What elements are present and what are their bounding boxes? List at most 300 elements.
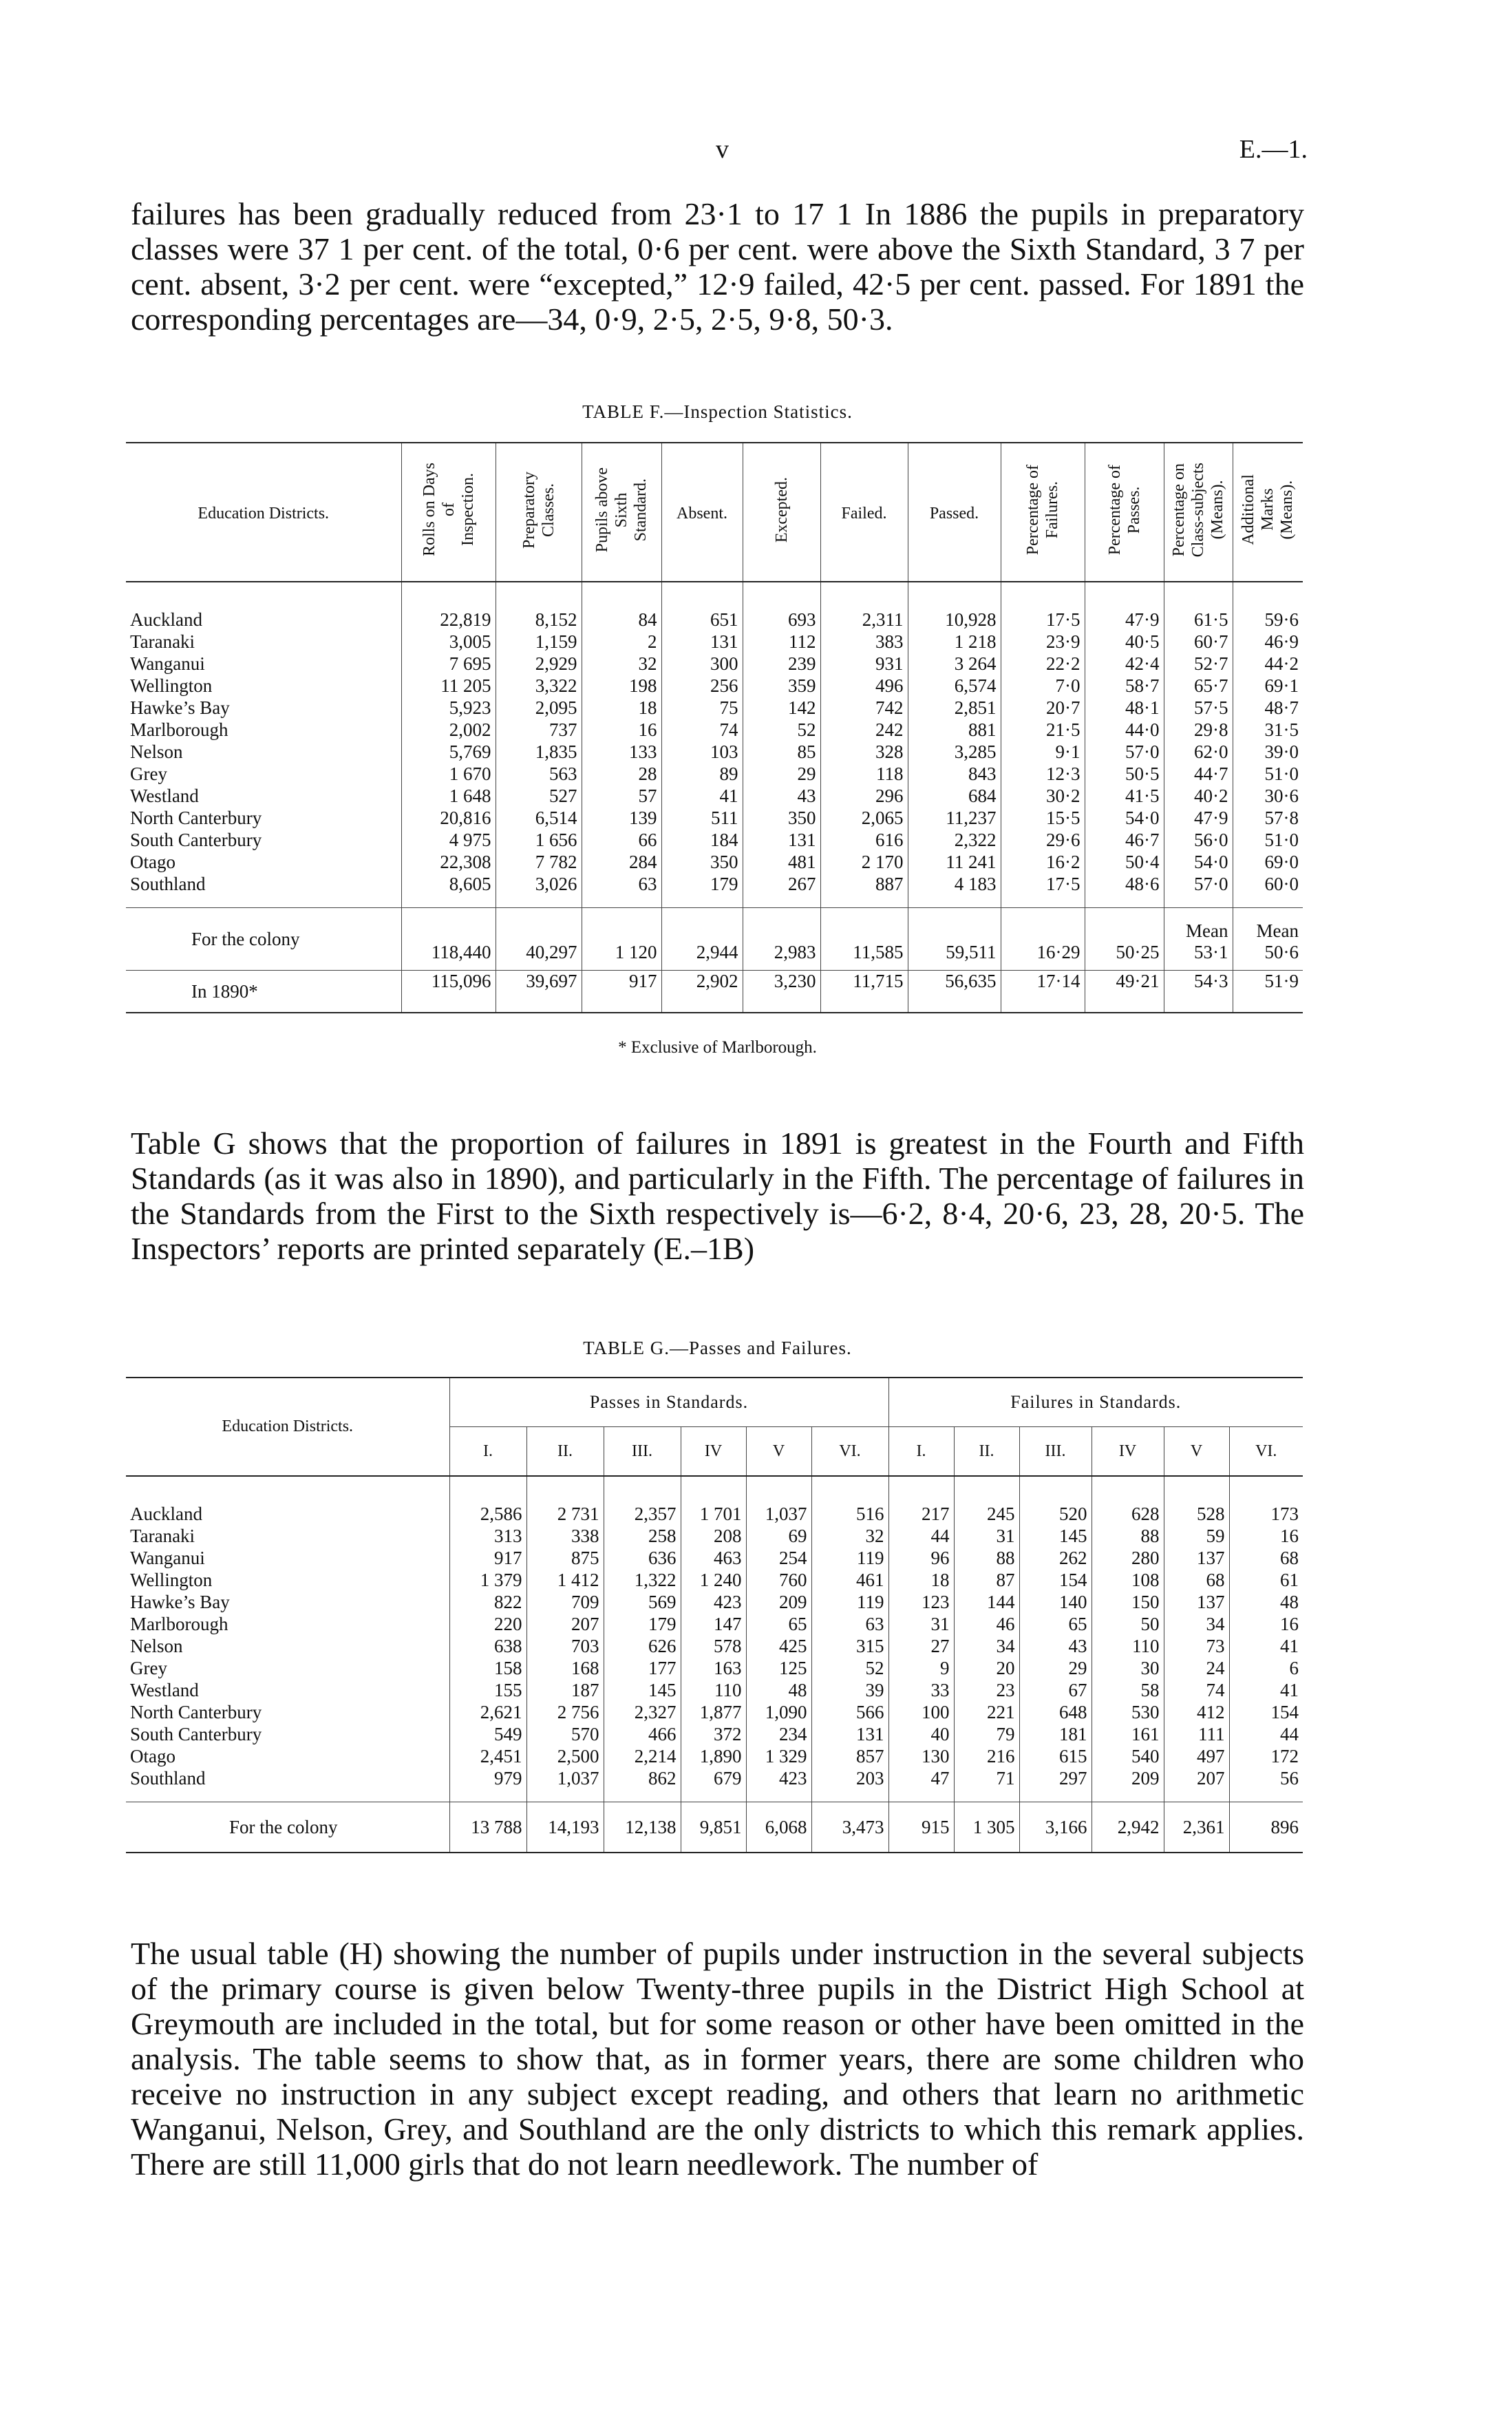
table-cell: 12·3 xyxy=(1046,763,1080,784)
year-1890-value: 2,902 xyxy=(661,971,743,1013)
table-cell: 21·5 xyxy=(1046,719,1080,740)
column-header-preparatory: Preparatory Classes. xyxy=(496,443,582,582)
table-f-column-above-sixth xyxy=(582,582,661,908)
table-cell: 2,065 xyxy=(861,808,904,828)
table-cell: 239 xyxy=(788,653,816,674)
table-cell: 8,605 xyxy=(449,874,491,894)
table-cell: 71 xyxy=(996,1768,1015,1789)
table-cell: 709 xyxy=(571,1592,599,1612)
table-cell: 46·7 xyxy=(1125,830,1160,850)
colony-value: 896 xyxy=(1229,1802,1303,1853)
table-cell: 3,005 xyxy=(449,631,491,652)
table-cell: 59·6 xyxy=(1264,609,1299,630)
table-cell: 566 xyxy=(856,1702,884,1722)
column-header-passes-standard-2: II. xyxy=(526,1427,604,1477)
table-cell: 2 756 xyxy=(557,1702,599,1722)
colony-value: 40,297 xyxy=(496,908,582,971)
table-cell: 140 xyxy=(1059,1592,1087,1612)
table-cell: 58·7 xyxy=(1125,675,1160,696)
table-f-inspection-statistics xyxy=(126,442,1303,1013)
colony-value: 13 788 xyxy=(449,1802,526,1853)
year-1890-value: 51·9 xyxy=(1233,971,1303,1013)
table-cell: 84 xyxy=(638,609,657,630)
table-cell: 496 xyxy=(875,675,904,696)
district-name: Wanganui xyxy=(130,1548,205,1568)
table-cell: 881 xyxy=(968,719,997,740)
table-cell: 528 xyxy=(1197,1504,1225,1524)
table-g-column-passes-5 xyxy=(746,1476,811,1802)
table-f-column-passed xyxy=(908,582,1001,908)
table-cell: 56·0 xyxy=(1194,830,1228,850)
district-name: Nelson xyxy=(130,741,183,762)
table-cell: 74 xyxy=(1206,1680,1225,1700)
table-cell: 163 xyxy=(714,1658,742,1678)
table-cell: 9 xyxy=(940,1658,950,1678)
table-cell: 172 xyxy=(1270,1746,1299,1767)
table-cell: 33 xyxy=(930,1680,950,1700)
column-header-excepted: Excepted. xyxy=(743,443,820,582)
table-cell: 58 xyxy=(1140,1680,1160,1700)
table-cell: 2,327 xyxy=(634,1702,677,1722)
page-number: v xyxy=(716,135,729,164)
column-header-pct-class-subjects: Percentage on Class-subjects (Means). xyxy=(1164,443,1233,582)
column-header-additional-marks: Additional Marks (Means). xyxy=(1233,443,1303,582)
colony-value: 6,068 xyxy=(746,1802,811,1853)
column-header-absent: Absent. xyxy=(661,443,743,582)
table-cell: 7·0 xyxy=(1055,675,1080,696)
table-cell: 57·5 xyxy=(1194,697,1228,718)
table-cell: 158 xyxy=(494,1658,522,1678)
table-cell: 1,037 xyxy=(557,1768,599,1789)
column-header-pct-passes: Percentage of Passes. xyxy=(1085,443,1164,582)
table-cell: 284 xyxy=(629,852,657,872)
district-name: North Canterbury xyxy=(130,808,262,828)
table-g-colony-row xyxy=(126,1802,1303,1853)
table-g-passes-and-failures xyxy=(126,1377,1303,1853)
table-f-district-list xyxy=(126,582,401,908)
table-f-column-additional-marks xyxy=(1233,582,1303,908)
table-cell: 328 xyxy=(875,741,904,762)
table-g-column-failures-2 xyxy=(954,1476,1019,1802)
table-cell: 256 xyxy=(710,675,738,696)
table-cell: 184 xyxy=(710,830,738,850)
district-name: Wellington xyxy=(130,1570,213,1590)
table-cell: 181 xyxy=(1059,1724,1087,1744)
table-cell: 6,514 xyxy=(535,808,577,828)
table-cell: 30 xyxy=(1140,1658,1160,1678)
table-cell: 359 xyxy=(788,675,816,696)
table-cell: 563 xyxy=(549,763,577,784)
column-header-passes-standard-4: IV xyxy=(681,1427,746,1477)
table-cell: 220 xyxy=(494,1614,522,1634)
table-cell: 48·6 xyxy=(1125,874,1160,894)
table-cell: 63 xyxy=(638,874,657,894)
table-cell: 74 xyxy=(719,719,738,740)
table-cell: 57·8 xyxy=(1264,808,1299,828)
table-cell: 1,835 xyxy=(535,741,577,762)
table-cell: 61·5 xyxy=(1194,609,1228,630)
table-cell: 22,819 xyxy=(440,609,491,630)
table-cell: 242 xyxy=(875,719,904,740)
table-cell: 79 xyxy=(996,1724,1015,1744)
table-g-column-failures-1 xyxy=(888,1476,954,1802)
table-cell: 179 xyxy=(710,874,738,894)
table-cell: 887 xyxy=(875,874,904,894)
table-cell: 412 xyxy=(1197,1702,1225,1722)
table-cell: 221 xyxy=(987,1702,1015,1722)
table-cell: 22·2 xyxy=(1046,653,1080,674)
table-cell: 44 xyxy=(1280,1724,1299,1744)
table-f-column-preparatory xyxy=(496,582,582,908)
column-header-failures-standard-1: I. xyxy=(888,1427,954,1477)
table-cell: 41 xyxy=(719,785,738,806)
table-f-column-pct-passes xyxy=(1085,582,1164,908)
table-cell: 50 xyxy=(1140,1614,1160,1634)
district-name: Otago xyxy=(130,852,175,872)
colony-value: 1 120 xyxy=(582,908,661,971)
table-cell: 46·9 xyxy=(1264,631,1299,652)
table-cell: 65 xyxy=(1068,1614,1087,1634)
table-cell: 18 xyxy=(930,1570,950,1590)
table-cell: 34 xyxy=(1206,1614,1225,1634)
year-1890-value: 115,096 xyxy=(401,971,496,1013)
table-cell: 73 xyxy=(1206,1636,1225,1656)
table-cell: 875 xyxy=(571,1548,599,1568)
table-cell: 29 xyxy=(1068,1658,1087,1678)
table-cell: 570 xyxy=(571,1724,599,1744)
district-name: South Canterbury xyxy=(130,1724,262,1744)
table-cell: 15·5 xyxy=(1046,808,1080,828)
table-cell: 481 xyxy=(788,852,816,872)
table-cell: 207 xyxy=(571,1614,599,1634)
table-cell: 43 xyxy=(1068,1636,1087,1656)
table-cell: 52 xyxy=(865,1658,884,1678)
table-cell: 822 xyxy=(494,1592,522,1612)
table-cell: 40·2 xyxy=(1194,785,1228,806)
table-cell: 179 xyxy=(648,1614,677,1634)
table-cell: 497 xyxy=(1197,1746,1225,1767)
colony-value: 2,942 xyxy=(1092,1802,1164,1853)
table-cell: 17·5 xyxy=(1046,609,1080,630)
table-cell: 693 xyxy=(788,609,816,630)
table-cell: 23·9 xyxy=(1046,631,1080,652)
table-g-caption: TABLE G.—Passes and Failures. xyxy=(583,1338,852,1358)
district-name: Grey xyxy=(130,763,167,784)
paragraph-3: The usual table (H) showing the number of pupils under instruction in the several subjects of the primary course is given below Twenty-three pupils in the District High School at Greymouth are included in the total, but for some reason or other have been omitted in the analysis. The table seems to show that, as in former years, there are some children who receive no instruction in any subject except reading, and others that learn no arithmetic Wanganui, Nelson, Grey, and Southland are the only districts to which this remark applies. There are still 11,000 girls that do not learn needlework. The number of xyxy=(131,1936,1304,2182)
column-header-education-districts: Education Districts. xyxy=(126,443,401,582)
table-cell: 24 xyxy=(1206,1658,1225,1678)
table-cell: 173 xyxy=(1270,1504,1299,1524)
table-cell: 50·4 xyxy=(1125,852,1160,872)
table-cell: 684 xyxy=(968,785,997,806)
table-cell: 47 xyxy=(930,1768,950,1789)
table-cell: 2,311 xyxy=(862,609,904,630)
table-cell: 23 xyxy=(996,1680,1015,1700)
table-cell: 32 xyxy=(865,1526,884,1546)
colony-value: 1 305 xyxy=(954,1802,1019,1853)
colony-label: For the colony xyxy=(126,1802,449,1853)
table-cell: 2,322 xyxy=(954,830,997,850)
table-cell: 66 xyxy=(638,830,657,850)
table-cell: 42·4 xyxy=(1125,653,1160,674)
table-cell: 11 205 xyxy=(440,675,491,696)
table-cell: 2,002 xyxy=(449,719,491,740)
table-cell: 2 731 xyxy=(557,1504,599,1524)
year-1890-value: 11,715 xyxy=(820,971,908,1013)
table-cell: 69·1 xyxy=(1264,675,1299,696)
table-cell: 1,322 xyxy=(634,1570,677,1590)
colony-value: 2,983 xyxy=(743,908,820,971)
table-cell: 44 xyxy=(930,1526,950,1546)
table-cell: 616 xyxy=(875,830,904,850)
table-cell: 20·7 xyxy=(1046,697,1080,718)
table-cell: 48·7 xyxy=(1264,697,1299,718)
table-cell: 88 xyxy=(1140,1526,1160,1546)
table-g-column-passes-3 xyxy=(604,1476,681,1802)
table-cell: 51·0 xyxy=(1264,763,1299,784)
table-cell: 540 xyxy=(1131,1746,1160,1767)
table-cell: 372 xyxy=(714,1724,742,1744)
colony-value: 50·6 xyxy=(1264,942,1299,962)
colony-value: 59,511 xyxy=(908,908,1001,971)
table-g-column-passes-2 xyxy=(526,1476,604,1802)
table-cell: 118 xyxy=(876,763,904,784)
table-cell: 1 218 xyxy=(954,631,997,652)
table-cell: 56 xyxy=(1280,1768,1299,1789)
table-cell: 28 xyxy=(638,763,657,784)
table-cell: 41·5 xyxy=(1125,785,1160,806)
column-header-failures-standard-4: IV xyxy=(1092,1427,1164,1477)
table-cell: 7 782 xyxy=(535,852,577,872)
table-cell: 41 xyxy=(1280,1680,1299,1700)
column-header-above-sixth: Pupils above Sixth Standard. xyxy=(582,443,661,582)
colony-value: 50·25 xyxy=(1085,908,1164,971)
table-cell: 145 xyxy=(648,1680,677,1700)
district-name: Auckland xyxy=(130,609,202,630)
table-cell: 7 695 xyxy=(449,653,491,674)
district-name: Hawke’s Bay xyxy=(130,697,230,718)
colony-value: 118,440 xyxy=(401,908,496,971)
table-cell: 54·0 xyxy=(1194,852,1228,872)
table-cell: 61 xyxy=(1280,1570,1299,1590)
table-cell: 857 xyxy=(856,1746,884,1767)
table-cell: 41 xyxy=(1280,1636,1299,1656)
table-cell: 29·8 xyxy=(1194,719,1228,740)
district-name: Southland xyxy=(130,874,206,894)
table-cell: 760 xyxy=(779,1570,807,1590)
table-cell: 57·0 xyxy=(1125,741,1160,762)
table-g-column-passes-6 xyxy=(811,1476,888,1802)
table-f-colony-row xyxy=(126,908,1303,971)
district-name: Taranaki xyxy=(130,631,195,652)
table-cell: 112 xyxy=(789,631,816,652)
column-header-failures-standard-5: V xyxy=(1164,1427,1229,1477)
column-header-failed: Failed. xyxy=(820,443,908,582)
table-cell: 154 xyxy=(1059,1570,1087,1590)
page-header xyxy=(131,134,1308,169)
table-cell: 262 xyxy=(1059,1548,1087,1568)
district-name: Grey xyxy=(130,1658,167,1678)
table-cell: 648 xyxy=(1059,1702,1087,1722)
table-cell: 16·2 xyxy=(1046,852,1080,872)
table-cell: 569 xyxy=(648,1592,677,1612)
table-cell: 549 xyxy=(494,1724,522,1744)
table-cell: 350 xyxy=(710,852,738,872)
colony-value: 11,585 xyxy=(820,908,908,971)
table-cell: 11,237 xyxy=(946,808,997,828)
table-cell: 4 183 xyxy=(954,874,997,894)
colony-value: 2,361 xyxy=(1164,1802,1229,1853)
table-cell: 40·5 xyxy=(1125,631,1160,652)
table-cell: 8,152 xyxy=(535,609,577,630)
table-cell: 10,928 xyxy=(945,609,997,630)
column-header-education-districts: Education Districts. xyxy=(126,1378,449,1476)
table-cell: 3,285 xyxy=(954,741,997,762)
table-cell: 254 xyxy=(779,1548,807,1568)
table-g-column-failures-3 xyxy=(1019,1476,1092,1802)
table-cell: 137 xyxy=(1197,1592,1225,1612)
table-cell: 31·5 xyxy=(1264,719,1299,740)
column-header-passes-standard-5: V xyxy=(746,1427,811,1477)
table-cell: 110 xyxy=(714,1680,742,1700)
year-1890-value: 49·21 xyxy=(1085,971,1164,1013)
table-cell: 267 xyxy=(788,874,816,894)
table-cell: 3 264 xyxy=(954,653,997,674)
table-cell: 51·0 xyxy=(1264,830,1299,850)
table-cell: 2,095 xyxy=(535,697,577,718)
table-cell: 168 xyxy=(571,1658,599,1678)
table-cell: 133 xyxy=(629,741,657,762)
year-1890-value: 917 xyxy=(582,971,661,1013)
table-cell: 2,929 xyxy=(535,653,577,674)
table-cell: 39·0 xyxy=(1264,741,1299,762)
table-f-column-absent xyxy=(661,582,743,908)
table-cell: 44·0 xyxy=(1125,719,1160,740)
table-cell: 843 xyxy=(968,763,997,784)
table-cell: 628 xyxy=(1131,1504,1160,1524)
table-cell: 65·7 xyxy=(1194,675,1228,696)
table-cell: 297 xyxy=(1059,1768,1087,1789)
table-cell: 11 241 xyxy=(946,852,997,872)
table-cell: 208 xyxy=(714,1526,742,1546)
table-cell: 147 xyxy=(714,1614,742,1634)
colony-value: 16·29 xyxy=(1001,908,1085,971)
colony-value: 14,193 xyxy=(526,1802,604,1853)
table-cell: 1 240 xyxy=(699,1570,742,1590)
table-cell: 203 xyxy=(856,1768,884,1789)
table-cell: 34 xyxy=(996,1636,1015,1656)
table-cell: 44·7 xyxy=(1194,763,1228,784)
table-cell: 144 xyxy=(987,1592,1015,1612)
district-name: Wanganui xyxy=(130,653,205,674)
table-cell: 1 648 xyxy=(449,785,491,806)
table-cell: 131 xyxy=(856,1724,884,1744)
table-cell: 2,357 xyxy=(634,1504,677,1524)
table-cell: 30·2 xyxy=(1046,785,1080,806)
table-cell: 30·6 xyxy=(1264,785,1299,806)
table-cell: 16 xyxy=(1280,1526,1299,1546)
table-cell: 29·6 xyxy=(1046,830,1080,850)
table-cell: 69·0 xyxy=(1264,852,1299,872)
table-cell: 48 xyxy=(1280,1592,1299,1612)
table-cell: 1,159 xyxy=(535,631,577,652)
mean-label: Mean xyxy=(1256,920,1299,941)
table-cell: 139 xyxy=(629,808,657,828)
table-cell: 5,923 xyxy=(449,697,491,718)
table-cell: 6 xyxy=(1289,1658,1299,1678)
colony-value: 53·1 xyxy=(1194,942,1228,962)
table-cell: 651 xyxy=(710,609,738,630)
district-name: Wellington xyxy=(130,675,213,696)
table-cell: 110 xyxy=(1132,1636,1160,1656)
column-header-passed: Passed. xyxy=(908,443,1001,582)
table-cell: 1 329 xyxy=(765,1746,807,1767)
table-cell: 258 xyxy=(648,1526,677,1546)
table-cell: 89 xyxy=(719,763,738,784)
table-cell: 137 xyxy=(1197,1548,1225,1568)
table-cell: 31 xyxy=(996,1526,1015,1546)
table-cell: 2,214 xyxy=(634,1746,677,1767)
column-header-pct-failures: Percentage of Failures. xyxy=(1001,443,1085,582)
table-cell: 1 701 xyxy=(699,1504,742,1524)
table-cell: 234 xyxy=(779,1724,807,1744)
table-cell: 315 xyxy=(856,1636,884,1656)
table-cell: 54·0 xyxy=(1125,808,1160,828)
table-cell: 466 xyxy=(648,1724,677,1744)
table-cell: 142 xyxy=(788,697,816,718)
district-name: Auckland xyxy=(130,1504,202,1524)
table-cell: 216 xyxy=(987,1746,1015,1767)
table-g-column-passes-4 xyxy=(681,1476,746,1802)
table-cell: 130 xyxy=(922,1746,950,1767)
colony-mean-cell xyxy=(1164,908,1233,971)
table-cell: 52·7 xyxy=(1194,653,1228,674)
colony-value: 2,944 xyxy=(661,908,743,971)
table-cell: 2,451 xyxy=(480,1746,522,1767)
table-cell: 161 xyxy=(1131,1724,1160,1744)
table-g-column-failures-6 xyxy=(1229,1476,1303,1802)
column-header-passes-standard-6: VI. xyxy=(811,1427,888,1477)
table-cell: 1 379 xyxy=(480,1570,522,1590)
table-cell: 67 xyxy=(1068,1680,1087,1700)
colony-value: 3,166 xyxy=(1019,1802,1092,1853)
table-f-column-rolls xyxy=(401,582,496,908)
table-cell: 530 xyxy=(1131,1702,1160,1722)
table-cell: 50·5 xyxy=(1125,763,1160,784)
year-1890-value: 39,697 xyxy=(496,971,582,1013)
table-cell: 57 xyxy=(638,785,657,806)
table-cell: 425 xyxy=(779,1636,807,1656)
table-cell: 1 656 xyxy=(535,830,577,850)
table-cell: 27 xyxy=(930,1636,950,1656)
year-1890-value: 54·3 xyxy=(1164,971,1233,1013)
table-cell: 32 xyxy=(638,653,657,674)
year-1890-label: In 1890* xyxy=(126,971,401,1013)
table-cell: 31 xyxy=(930,1614,950,1634)
colony-label: For the colony xyxy=(126,908,401,971)
table-cell: 177 xyxy=(648,1658,677,1678)
table-cell: 6,574 xyxy=(954,675,997,696)
table-cell: 198 xyxy=(629,675,657,696)
table-cell: 578 xyxy=(714,1636,742,1656)
table-cell: 2 xyxy=(648,631,657,652)
table-cell: 2 170 xyxy=(861,852,904,872)
table-cell: 313 xyxy=(494,1526,522,1546)
table-cell: 20 xyxy=(996,1658,1015,1678)
table-cell: 96 xyxy=(930,1548,950,1568)
table-cell: 636 xyxy=(648,1548,677,1568)
table-cell: 119 xyxy=(857,1548,884,1568)
